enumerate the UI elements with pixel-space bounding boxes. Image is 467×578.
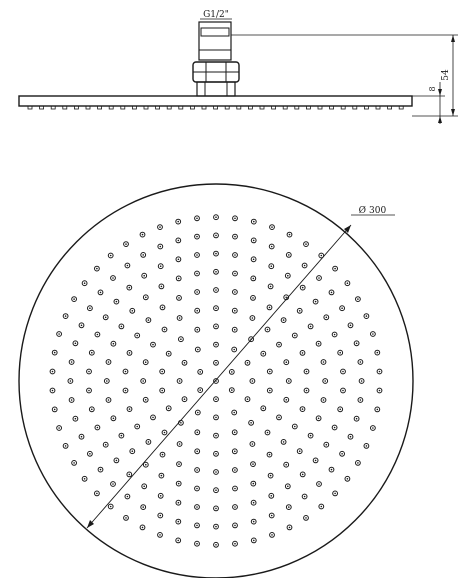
nozzle-center — [334, 493, 336, 495]
nozzle-center — [196, 236, 198, 238]
nozzle-center — [106, 380, 108, 382]
nozzle-center — [71, 361, 73, 363]
nozzle-center — [299, 310, 301, 312]
nozzle-center — [136, 335, 138, 337]
nozzle-center — [196, 506, 198, 508]
nozzle-center — [271, 226, 273, 228]
nozzle-center — [88, 371, 90, 373]
nozzle-center — [271, 495, 273, 497]
nozzle-center — [129, 352, 131, 354]
nozzle-center — [318, 483, 320, 485]
nozzle-center — [234, 432, 236, 434]
nozzle-center — [152, 344, 154, 346]
nozzle-center — [105, 317, 107, 319]
nozzle-center — [326, 317, 328, 319]
nozzle-center — [75, 418, 77, 420]
nozzle-center — [129, 287, 131, 289]
nozzle-center — [52, 371, 54, 373]
nozzle-center — [350, 325, 352, 327]
nozzle-center — [65, 445, 67, 447]
nozzle-center — [121, 326, 123, 328]
nozzle-center — [52, 390, 54, 392]
nozzle-center — [278, 344, 280, 346]
nozzle-center — [252, 297, 254, 299]
nozzle-center — [145, 399, 147, 401]
nozzle-center — [125, 243, 127, 245]
nozzle-center — [197, 432, 199, 434]
nozzle-center — [215, 362, 217, 364]
nozzle-center — [360, 361, 362, 363]
nozzle-center — [234, 254, 236, 256]
nozzle-center — [287, 275, 289, 277]
nozzle-center — [253, 483, 255, 485]
nozzle-center — [142, 527, 144, 529]
nozzle-center — [178, 502, 180, 504]
nozzle-center — [234, 469, 236, 471]
nozzle-center — [379, 390, 381, 392]
nozzle-center — [357, 462, 359, 464]
nozzle-center — [215, 307, 217, 309]
nozzle-center — [302, 352, 304, 354]
nozzle-center — [142, 254, 144, 256]
nozzle-center — [148, 319, 150, 321]
nozzle-center — [65, 315, 67, 317]
nozzle-center — [321, 255, 323, 257]
nozzle-center — [215, 271, 217, 273]
nozzle-center — [54, 409, 56, 411]
nozzle-center — [283, 319, 285, 321]
nozzle-center — [377, 352, 379, 354]
nozzle-center — [356, 343, 358, 345]
nozzle-center — [334, 268, 336, 270]
nozzle-center — [58, 427, 60, 429]
nozzle-center — [288, 254, 290, 256]
nozzle-center — [271, 515, 273, 517]
nozzle-center — [54, 352, 56, 354]
thickness-arrow-bottom — [438, 116, 442, 123]
nozzle-center — [231, 371, 233, 373]
nozzle-center — [234, 488, 236, 490]
nozzle-center — [100, 292, 102, 294]
nozzle-center — [196, 525, 198, 527]
nozzle-center — [334, 334, 336, 336]
nozzle-center — [271, 534, 273, 536]
nozzle-center — [233, 412, 235, 414]
nozzle-center — [283, 441, 285, 443]
nozzle-center — [81, 436, 83, 438]
nozzle-center — [178, 278, 180, 280]
nozzle-center — [178, 521, 180, 523]
nozzle-center — [152, 417, 154, 419]
nozzle-center — [164, 432, 166, 434]
nozzle-center — [233, 349, 235, 351]
nozzle-center — [184, 398, 186, 400]
nozzle-center — [252, 380, 254, 382]
nozzle-center — [125, 517, 127, 519]
nozzle-center — [234, 310, 236, 312]
nozzle-center — [287, 486, 289, 488]
nozzle-center — [269, 454, 271, 456]
nozzle-center — [89, 453, 91, 455]
nozzle-center — [289, 234, 291, 236]
nozzle-center — [304, 496, 306, 498]
nozzle-center — [341, 453, 343, 455]
nozzle-center — [199, 389, 201, 391]
nozzle-center — [196, 273, 198, 275]
nozzle-center — [110, 506, 112, 508]
nozzle-center — [178, 297, 180, 299]
nozzle-center — [234, 273, 236, 275]
nozzle-center — [334, 427, 336, 429]
nozzle-center — [285, 297, 287, 299]
nozzle-center — [347, 282, 349, 284]
nozzle-center — [196, 469, 198, 471]
nozzle-center — [234, 543, 236, 545]
nozzle-center — [127, 265, 129, 267]
nozzle-center — [304, 265, 306, 267]
nozzle-center — [89, 307, 91, 309]
nozzle-center — [116, 301, 118, 303]
nozzle-center — [269, 307, 271, 309]
nozzle-center — [350, 436, 352, 438]
nozzle-center — [318, 277, 320, 279]
nozzle-center — [215, 289, 217, 291]
nozzle-center — [160, 246, 162, 248]
nozzle-center — [234, 506, 236, 508]
nozzle-center — [196, 543, 198, 545]
nozzle-center — [215, 344, 217, 346]
nozzle-center — [331, 469, 333, 471]
nozzle-center — [179, 380, 181, 382]
nozzle-center — [113, 418, 115, 420]
nozzle-center — [71, 399, 73, 401]
nozzle-center — [270, 475, 272, 477]
nozzle-center — [252, 443, 254, 445]
nozzle-center — [161, 371, 163, 373]
nozzle-center — [58, 333, 60, 335]
nozzle-center — [252, 317, 254, 319]
nozzle-center — [160, 515, 162, 517]
nozzle-center — [197, 349, 199, 351]
nozzle-center — [357, 298, 359, 300]
nozzle-center — [234, 218, 236, 220]
thickness-dimension-label: 8 — [428, 86, 437, 92]
nozzle-center — [305, 243, 307, 245]
nozzle-center — [132, 310, 134, 312]
nozzle-center — [342, 390, 344, 392]
nozzle-center — [145, 464, 147, 466]
nozzle-center — [253, 502, 255, 504]
nozzle-center — [269, 371, 271, 373]
nozzle-center — [162, 454, 164, 456]
nozzle-center — [161, 286, 163, 288]
nozzle-center — [164, 329, 166, 331]
nozzle-center — [108, 361, 110, 363]
height-arrow-top — [451, 35, 455, 42]
nozzle-center — [196, 451, 198, 453]
nozzle-center — [125, 371, 127, 373]
nozzle-center — [271, 265, 273, 267]
nozzle-center — [142, 506, 144, 508]
nozzle-center — [323, 361, 325, 363]
nozzle-center — [142, 234, 144, 236]
nozzle-center — [247, 362, 249, 364]
nozzle-center — [113, 343, 115, 345]
nozzle-center — [125, 390, 127, 392]
nozzle-center — [310, 326, 312, 328]
nozzle-center — [168, 408, 170, 410]
nozzle-center — [73, 462, 75, 464]
nozzle-center — [356, 418, 358, 420]
nozzle-center — [215, 253, 217, 255]
nozzle-center — [234, 291, 236, 293]
inlet-fitting-ring — [201, 28, 229, 36]
nozzle-center — [361, 380, 363, 382]
nozzle-center — [263, 353, 265, 355]
nozzle-center — [318, 343, 320, 345]
nozzle-center — [196, 310, 198, 312]
side-view — [19, 10, 458, 124]
nozzle-center — [253, 240, 255, 242]
nozzle-center — [288, 380, 290, 382]
nozzle-center — [179, 317, 181, 319]
nozzle-center — [253, 540, 255, 542]
nozzle-center — [339, 409, 341, 411]
nozzle-center — [366, 445, 368, 447]
nozzle-field — [50, 215, 382, 547]
nozzle-center — [215, 398, 217, 400]
nozzle-center — [184, 362, 186, 364]
nozzle-center — [247, 398, 249, 400]
nozzle-center — [215, 453, 217, 455]
nozzle-center — [267, 329, 269, 331]
nozzle-center — [253, 278, 255, 280]
nozzle-center — [196, 218, 198, 220]
nozzle-center — [112, 483, 114, 485]
nozzle-center — [306, 390, 308, 392]
nozzle-center — [91, 352, 93, 354]
shower-plate-profile — [19, 96, 412, 106]
nozzle-center — [234, 329, 236, 331]
nozzle-center — [294, 426, 296, 428]
nozzle-center — [215, 508, 217, 510]
nozzle-center — [339, 352, 341, 354]
top-view — [19, 184, 413, 578]
nozzle-center — [215, 326, 217, 328]
nozzle-center — [360, 399, 362, 401]
nozzle-center — [231, 389, 233, 391]
nozzle-center — [143, 275, 145, 277]
nozzle-center — [160, 265, 162, 267]
diameter-label — [359, 205, 387, 216]
nozzle-center — [253, 221, 255, 223]
nozzle-center — [366, 315, 368, 317]
nozzle-center — [215, 526, 217, 528]
nozzle-center — [108, 399, 110, 401]
nozzle-center — [302, 474, 304, 476]
nozzle-center — [177, 221, 179, 223]
nozzle-center — [286, 399, 288, 401]
nozzle-center — [215, 235, 217, 237]
nozzle-center — [110, 255, 112, 257]
nozzle-center — [215, 435, 217, 437]
nozzle-center — [168, 353, 170, 355]
nozzle-center — [197, 412, 199, 414]
nozzle-center — [302, 287, 304, 289]
nozzle-center — [271, 246, 273, 248]
nozzle-center — [196, 291, 198, 293]
nozzle-center — [143, 486, 145, 488]
nozzle-center — [321, 506, 323, 508]
nozzle-center — [129, 408, 131, 410]
nozzle-center — [215, 417, 217, 419]
nozzle-center — [286, 361, 288, 363]
nozzle-center — [112, 277, 114, 279]
nozzle-center — [145, 361, 147, 363]
nozzle-center — [270, 286, 272, 288]
nozzle-center — [215, 544, 217, 546]
nozzle-center — [73, 298, 75, 300]
nozzle-center — [234, 451, 236, 453]
nozzle-center — [234, 525, 236, 527]
nozzle-center — [178, 240, 180, 242]
nozzle-center — [96, 268, 98, 270]
nozzle-center — [159, 534, 161, 536]
thickness-arrow-top — [438, 89, 442, 96]
nozzle-center — [250, 422, 252, 424]
nozzle-center — [315, 301, 317, 303]
nozzle-center — [177, 540, 179, 542]
nozzle-center — [288, 506, 290, 508]
nozzle-center — [372, 333, 374, 335]
nozzle-center — [323, 399, 325, 401]
nozzle-center — [215, 216, 217, 218]
nozzle-center — [372, 427, 374, 429]
thread-size-label: G1/2" — [203, 10, 229, 20]
nozzle-center — [278, 417, 280, 419]
nozzle-center — [97, 427, 99, 429]
nozzle-center — [159, 226, 161, 228]
nozzle-center — [84, 282, 86, 284]
nozzle-center — [318, 418, 320, 420]
nozzle-center — [199, 371, 201, 373]
nozzle-center — [347, 478, 349, 480]
nozzle-center — [294, 335, 296, 337]
nozzle-center — [326, 444, 328, 446]
nozzle-center — [306, 371, 308, 373]
nozzle-center — [215, 471, 217, 473]
height-arrow-bottom — [451, 109, 455, 116]
nozzle-center — [302, 408, 304, 410]
nozzle-center — [324, 380, 326, 382]
nozzle-center — [162, 307, 164, 309]
nozzle-center — [142, 380, 144, 382]
nozzle-center — [105, 444, 107, 446]
nozzle-center — [197, 329, 199, 331]
nozzle-center — [180, 422, 182, 424]
diameter-value: 300 — [369, 206, 387, 216]
nozzle-center — [160, 495, 162, 497]
nozzle-center — [253, 521, 255, 523]
nozzle-center — [377, 409, 379, 411]
nozzle-center — [379, 371, 381, 373]
nozzle-center — [161, 390, 163, 392]
nozzle-center — [342, 371, 344, 373]
nozzle-center — [305, 517, 307, 519]
nozzle-center — [70, 380, 72, 382]
nozzle-center — [116, 460, 118, 462]
nozzle-center — [341, 307, 343, 309]
diameter-symbol: Ø — [358, 206, 366, 216]
nozzle-center — [91, 409, 93, 411]
nozzle-center — [129, 474, 131, 476]
nozzle-center — [252, 463, 254, 465]
nozzle-center — [178, 463, 180, 465]
diameter-dimension-line — [87, 225, 351, 528]
nozzle-center — [81, 325, 83, 327]
nozzle-center — [88, 390, 90, 392]
nozzle-center — [180, 338, 182, 340]
nozzle-center — [179, 443, 181, 445]
nozzle-center — [331, 292, 333, 294]
nozzle-center — [234, 236, 236, 238]
swivel-neck — [197, 82, 235, 96]
nozzle-center — [100, 469, 102, 471]
nozzle-center — [178, 259, 180, 261]
nozzle-center — [97, 334, 99, 336]
nozzle-center — [315, 460, 317, 462]
nozzle-center — [269, 390, 271, 392]
nozzle-center — [253, 259, 255, 261]
nozzle-center — [310, 435, 312, 437]
nozzle-center — [132, 450, 134, 452]
nozzle-center — [84, 478, 86, 480]
nozzle-center — [196, 488, 198, 490]
nozzle-center — [127, 496, 129, 498]
nozzle-center — [161, 475, 163, 477]
nozzle-center — [289, 527, 291, 529]
nozzle-center — [145, 297, 147, 299]
nozzle-center — [263, 408, 265, 410]
nozzle-center — [178, 483, 180, 485]
nozzle-center — [285, 464, 287, 466]
nozzle-center — [148, 441, 150, 443]
nozzle-center — [96, 493, 98, 495]
nozzle-center — [196, 254, 198, 256]
nozzle-center — [267, 432, 269, 434]
nozzle-center — [136, 426, 138, 428]
height-dimension-label: 54 — [441, 69, 451, 81]
nozzle-center — [121, 435, 123, 437]
nozzle-center — [215, 489, 217, 491]
nozzle-center — [299, 450, 301, 452]
nozzle-center — [75, 343, 77, 345]
